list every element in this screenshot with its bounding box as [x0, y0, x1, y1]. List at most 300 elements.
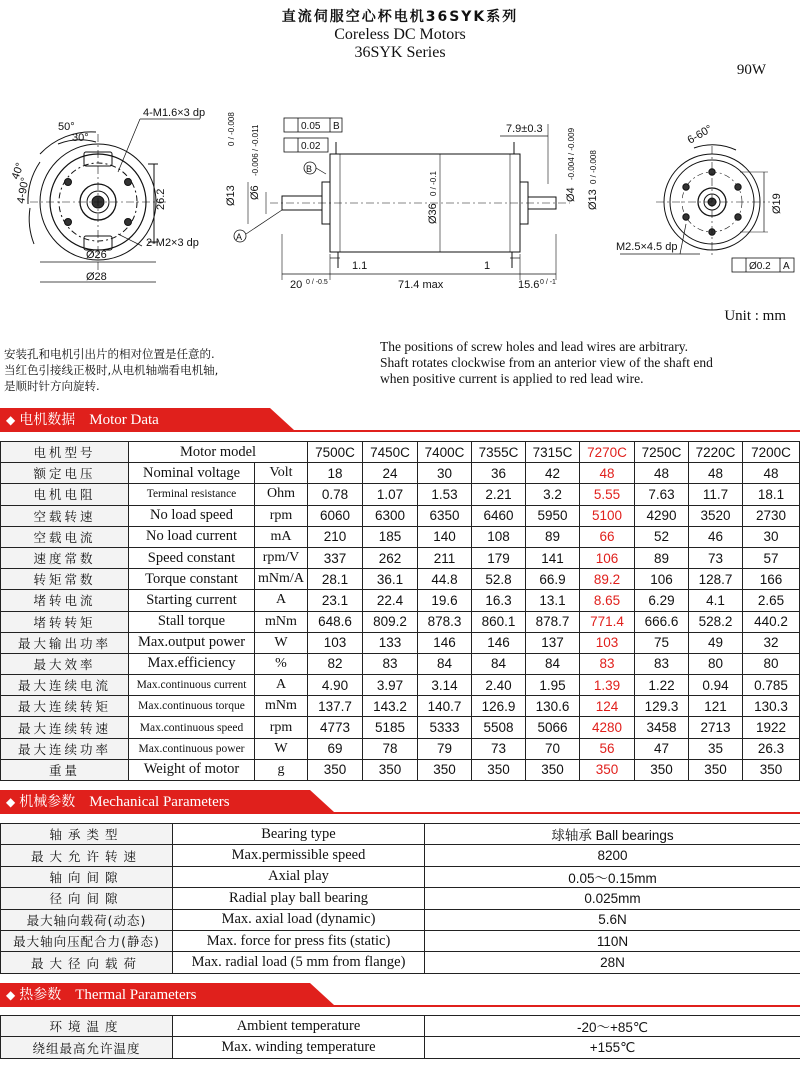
row-unit: rpm	[255, 505, 308, 526]
table-cell: 860.1	[472, 611, 526, 632]
note-chinese	[4, 346, 364, 394]
row-label-cn: 最大连续转速	[1, 717, 129, 738]
note-en-line-1: The positions of screw holes and lead wires are arbitrary.	[380, 339, 689, 354]
datum-a: A	[236, 232, 243, 242]
table-cell: 5950	[526, 505, 580, 526]
table-row	[1, 824, 800, 845]
table-row	[1, 484, 800, 505]
front-angle-40: 40°	[9, 161, 27, 182]
motor-data-table	[0, 441, 800, 781]
note-cn-line-3: 是顺时针方向旋转.	[4, 379, 100, 393]
side-dia-36: Ø36	[427, 203, 439, 224]
table-cell: 13.1	[526, 590, 580, 611]
table-cell: 2.21	[472, 484, 526, 505]
section-title-cn: 热参数	[19, 987, 62, 1003]
row-unit: %	[255, 653, 308, 674]
table-cell: 8.65	[580, 590, 635, 611]
rear-dia-19: Ø19	[771, 193, 783, 214]
table-cell: 36.1	[363, 569, 418, 590]
row-label-en: Stall torque	[129, 611, 255, 632]
table-cell: 5185	[363, 717, 418, 738]
row-label-cn: 电机型号	[1, 442, 129, 463]
table-row	[1, 888, 800, 909]
row-label-en: Starting current	[129, 590, 255, 611]
row-label-cn: 最大效率	[1, 653, 129, 674]
table-row	[1, 952, 800, 973]
table-cell: 5508	[472, 717, 526, 738]
table-cell: 126.9	[472, 696, 526, 717]
table-row	[1, 463, 800, 484]
table-row	[1, 569, 800, 590]
table-cell: 7500C	[308, 442, 363, 463]
table-cell: 70	[526, 738, 580, 759]
table-cell: 350	[363, 759, 418, 780]
side-dia-4-tol: -0.004 / -0.009	[567, 127, 576, 180]
table-cell: 106	[635, 569, 689, 590]
side-dia-13-left-tol: 0 / -0.008	[227, 112, 236, 146]
table-cell: 337	[308, 547, 363, 568]
table-cell: 75	[635, 632, 689, 653]
table-row	[1, 759, 800, 780]
table-cell: 137.7	[308, 696, 363, 717]
table-cell: 44.8	[418, 569, 472, 590]
side-view	[234, 118, 570, 280]
rear-screw: M2.5×4.5 dp	[616, 241, 678, 253]
table-cell: 19.6	[418, 590, 472, 611]
row-label-en: No load speed	[129, 505, 255, 526]
table-cell: 166	[743, 569, 800, 590]
table-cell: 7250C	[635, 442, 689, 463]
row-label-cn: 重量	[1, 759, 129, 780]
datum-b: B	[306, 164, 313, 174]
table-cell: 11.7	[689, 484, 743, 505]
side-dim-71-4: 71.4 max	[398, 279, 444, 291]
table-cell: 5333	[418, 717, 472, 738]
param-label-en: Max. winding temperature	[173, 1037, 425, 1058]
table-row	[1, 738, 800, 759]
side-dia-6-tol: -0.006 / -0.011	[251, 124, 260, 176]
table-cell: 350	[526, 759, 580, 780]
param-value: 0.025mm	[425, 888, 800, 909]
table-cell: 210	[308, 526, 363, 547]
table-cell: 49	[689, 632, 743, 653]
section-title-motor	[6, 409, 159, 429]
front-dim-26-2: 26.2	[155, 188, 167, 210]
table-cell: 2713	[689, 717, 743, 738]
rear-angle: 6-60°	[685, 122, 715, 147]
table-row	[1, 442, 800, 463]
param-value: 球轴承 Ball bearings	[425, 824, 800, 845]
perp-datum: B	[333, 121, 340, 132]
row-unit: Ohm	[255, 484, 308, 505]
table-cell: 4280	[580, 717, 635, 738]
table-cell: 121	[689, 696, 743, 717]
table-row	[1, 866, 800, 887]
table-cell: 16.3	[472, 590, 526, 611]
table-cell: 73	[689, 547, 743, 568]
table-row	[1, 653, 800, 674]
table-cell: 56	[580, 738, 635, 759]
row-label-cn: 堵转电流	[1, 590, 129, 611]
section-header-thermal	[0, 981, 800, 1007]
table-cell: 83	[580, 653, 635, 674]
table-cell: 47	[635, 738, 689, 759]
perp-tolerance: 0.05	[301, 121, 321, 132]
table-cell: 179	[472, 547, 526, 568]
side-dim-1-1: 1.1	[352, 260, 368, 272]
table-cell: 23.1	[308, 590, 363, 611]
param-label-cn: 绕组最高允许温度	[1, 1037, 173, 1058]
table-cell: 3.97	[363, 675, 418, 696]
table-cell: 42	[526, 463, 580, 484]
table-cell: 83	[635, 653, 689, 674]
table-cell: 7270C	[580, 442, 635, 463]
table-cell: 84	[472, 653, 526, 674]
table-cell: 35	[689, 738, 743, 759]
series-name: 36SYK Series	[354, 44, 446, 61]
table-cell: 262	[363, 547, 418, 568]
row-unit: rpm	[255, 717, 308, 738]
row-label-en: Max.efficiency	[129, 653, 255, 674]
table-cell: 809.2	[363, 611, 418, 632]
row-label-en: Max.continuous current	[129, 675, 255, 696]
table-cell: 48	[635, 463, 689, 484]
param-label-cn: 最大允许转速	[1, 845, 173, 866]
table-cell: 26.3	[743, 738, 800, 759]
row-unit: Volt	[255, 463, 308, 484]
table-cell: 146	[418, 632, 472, 653]
row-unit: mNm	[255, 696, 308, 717]
rear-position-tolerance: Ø0.2	[749, 261, 771, 272]
table-cell: 52	[635, 526, 689, 547]
table-cell: 3458	[635, 717, 689, 738]
table-cell: 6060	[308, 505, 363, 526]
front-angle-4-90: 4-90°	[15, 176, 32, 205]
side-dia-36-tol: 0 / -0.1	[429, 171, 438, 196]
table-cell: 4.1	[689, 590, 743, 611]
title-english: Coreless DC Motors	[334, 26, 466, 43]
table-cell: 36	[472, 463, 526, 484]
table-cell: 82	[308, 653, 363, 674]
table-cell: 79	[418, 738, 472, 759]
row-label-en: Torque constant	[129, 569, 255, 590]
table-cell: 1.39	[580, 675, 635, 696]
row-unit: mNm/A	[255, 569, 308, 590]
table-cell: 18	[308, 463, 363, 484]
title-block	[0, 6, 800, 62]
table-cell: 350	[472, 759, 526, 780]
param-value: +155℃	[425, 1037, 800, 1058]
table-cell: 7450C	[363, 442, 418, 463]
table-cell: 80	[689, 653, 743, 674]
table-cell: 6300	[363, 505, 418, 526]
table-cell: 140	[418, 526, 472, 547]
table-cell: 32	[743, 632, 800, 653]
row-label-cn: 速度常数	[1, 547, 129, 568]
table-cell: 141	[526, 547, 580, 568]
table-cell: 24	[363, 463, 418, 484]
table-row	[1, 590, 800, 611]
runout-tolerance: 0.02	[301, 141, 321, 152]
param-label-cn: 环境温度	[1, 1016, 173, 1037]
table-cell: 78	[363, 738, 418, 759]
table-cell: 3.14	[418, 675, 472, 696]
row-label-en: Weight of motor	[129, 759, 255, 780]
table-cell: 7220C	[689, 442, 743, 463]
table-cell: 1.07	[363, 484, 418, 505]
table-cell: 4.90	[308, 675, 363, 696]
table-cell: 1922	[743, 717, 800, 738]
note-cn-line-2: 当红色引接线正极时,从电机轴端看电机轴,	[4, 363, 219, 377]
note-cn-line-1: 安装孔和电机引出片的相对位置是任意的.	[4, 347, 215, 361]
table-row	[1, 526, 800, 547]
section-title-mechanical	[6, 791, 230, 811]
section-title-en: Thermal Parameters	[75, 987, 197, 1003]
table-cell: 130.3	[743, 696, 800, 717]
unit-label: Unit : mm	[724, 308, 786, 324]
param-value: 5.6N	[425, 909, 800, 930]
table-row	[1, 505, 800, 526]
table-cell: 133	[363, 632, 418, 653]
table-cell: 22.4	[363, 590, 418, 611]
table-row	[1, 675, 800, 696]
table-cell: 143.2	[363, 696, 418, 717]
table-cell: 7355C	[472, 442, 526, 463]
param-value: 0.05～0.15mm	[425, 866, 800, 887]
row-unit: mNm	[255, 611, 308, 632]
side-dia-4: Ø4	[565, 187, 577, 202]
table-row	[1, 547, 800, 568]
title-chinese: 直流伺服空心杯电机36SYK系列	[281, 9, 519, 25]
table-cell: 350	[308, 759, 363, 780]
row-unit: W	[255, 738, 308, 759]
param-label-cn: 最大轴向压配合力(静态)	[1, 930, 173, 951]
table-row	[1, 696, 800, 717]
row-unit: A	[255, 675, 308, 696]
row-unit: A	[255, 590, 308, 611]
param-value: 110N	[425, 930, 800, 951]
row-label-cn: 最大连续转矩	[1, 696, 129, 717]
table-cell: 108	[472, 526, 526, 547]
table-cell: 103	[308, 632, 363, 653]
side-dim-20-tol: 0 / -0.5	[306, 279, 328, 286]
param-label-en: Max.permissible speed	[173, 845, 425, 866]
table-cell: 89.2	[580, 569, 635, 590]
table-cell: 4290	[635, 505, 689, 526]
param-label-cn: 最大轴向载荷(动态)	[1, 909, 173, 930]
table-cell: 48	[689, 463, 743, 484]
param-value: 28N	[425, 952, 800, 973]
diamond-icon: ◆	[6, 795, 16, 809]
table-cell: 128.7	[689, 569, 743, 590]
table-cell: 30	[418, 463, 472, 484]
param-label-en: Radial play ball bearing	[173, 888, 425, 909]
table-cell: 106	[580, 547, 635, 568]
section-title-thermal	[6, 984, 196, 1004]
front-dia-28: Ø28	[86, 271, 107, 283]
table-cell: 83	[363, 653, 418, 674]
side-dia-6: Ø6	[249, 185, 261, 200]
technical-drawing	[0, 84, 800, 334]
param-label-en: Max. axial load (dynamic)	[173, 909, 425, 930]
table-cell: 528.2	[689, 611, 743, 632]
table-cell: 69	[308, 738, 363, 759]
section-title-en: Mechanical Parameters	[89, 794, 230, 810]
table-cell: 878.3	[418, 611, 472, 632]
note-en-line-2: Shaft rotates clockwise from an anterior view of the shaft end	[380, 355, 713, 370]
param-label-en: Ambient temperature	[173, 1016, 425, 1037]
table-cell: 48	[580, 463, 635, 484]
table-row	[1, 611, 800, 632]
row-label-en: Max.continuous torque	[129, 696, 255, 717]
row-unit: mA	[255, 526, 308, 547]
param-label-cn: 最大径向载荷	[1, 952, 173, 973]
table-cell: 84	[418, 653, 472, 674]
table-cell: 66	[580, 526, 635, 547]
row-label-en: Motor model	[129, 442, 308, 463]
param-label-cn: 轴向间隙	[1, 866, 173, 887]
table-cell: 3.2	[526, 484, 580, 505]
table-cell: 137	[526, 632, 580, 653]
param-label-en: Max. radial load (5 mm from flange)	[173, 952, 425, 973]
side-dim-15-6-tol: 0 / -1	[540, 279, 556, 286]
table-cell: 666.6	[635, 611, 689, 632]
table-cell: 2.40	[472, 675, 526, 696]
table-cell: 52.8	[472, 569, 526, 590]
row-label-cn: 最大输出功率	[1, 632, 129, 653]
front-screw-bottom: 2-M2×3 dp	[146, 237, 199, 249]
table-cell: 0.94	[689, 675, 743, 696]
row-label-en: No load current	[129, 526, 255, 547]
table-cell: 130.6	[526, 696, 580, 717]
param-value: 8200	[425, 845, 800, 866]
table-cell: 28.1	[308, 569, 363, 590]
table-cell: 7315C	[526, 442, 580, 463]
side-dia-13-right: Ø13	[587, 189, 599, 210]
note-en-line-3: when positive current is applied to red lead wire.	[380, 371, 644, 386]
front-view	[28, 119, 200, 282]
row-label-cn: 堵转转矩	[1, 611, 129, 632]
row-unit: rpm/V	[255, 547, 308, 568]
table-cell: 5066	[526, 717, 580, 738]
table-cell: 7400C	[418, 442, 472, 463]
table-cell: 30	[743, 526, 800, 547]
table-cell: 350	[635, 759, 689, 780]
front-dia-26: Ø26	[86, 249, 107, 261]
thermal-table	[0, 1015, 800, 1059]
table-row	[1, 717, 800, 738]
table-cell: 771.4	[580, 611, 635, 632]
table-cell: 6.29	[635, 590, 689, 611]
note-english	[380, 339, 800, 387]
row-label-en: Speed constant	[129, 547, 255, 568]
side-dia-13-right-tol: 0 / -0.008	[589, 150, 598, 184]
param-label-cn: 径向间隙	[1, 888, 173, 909]
table-row	[1, 1016, 800, 1037]
table-cell: 46	[689, 526, 743, 547]
row-label-cn: 转矩常数	[1, 569, 129, 590]
table-cell: 129.3	[635, 696, 689, 717]
table-cell: 2730	[743, 505, 800, 526]
front-angle-30: 30°	[72, 132, 89, 144]
table-cell: 350	[580, 759, 635, 780]
table-row	[1, 845, 800, 866]
table-cell: 89	[526, 526, 580, 547]
table-row	[1, 1037, 800, 1058]
row-label-cn: 额定电压	[1, 463, 129, 484]
mechanical-table	[0, 823, 800, 974]
table-cell: 350	[689, 759, 743, 780]
table-cell: 7200C	[743, 442, 800, 463]
table-cell: 5100	[580, 505, 635, 526]
table-cell: 440.2	[743, 611, 800, 632]
section-header-motor-data	[0, 406, 800, 432]
param-label-en: Bearing type	[173, 824, 425, 845]
table-cell: 4773	[308, 717, 363, 738]
param-label-en: Axial play	[173, 866, 425, 887]
table-cell: 648.6	[308, 611, 363, 632]
table-cell: 1.53	[418, 484, 472, 505]
section-title-cn: 电机数据	[19, 412, 76, 428]
row-label-cn: 最大连续功率	[1, 738, 129, 759]
table-cell: 878.7	[526, 611, 580, 632]
rear-datum: A	[783, 261, 790, 272]
param-label-en: Max. force for press fits (static)	[173, 930, 425, 951]
side-dia-13-left: Ø13	[225, 185, 237, 206]
row-label-cn: 最大连续电流	[1, 675, 129, 696]
row-label-cn: 空载转速	[1, 505, 129, 526]
side-dim-1: 1	[484, 260, 491, 272]
param-label-cn: 轴承类型	[1, 824, 173, 845]
row-label-en: Terminal resistance	[129, 484, 255, 505]
row-label-en: Max.continuous speed	[129, 717, 255, 738]
table-cell: 18.1	[743, 484, 800, 505]
section-title-cn: 机械参数	[19, 794, 76, 810]
table-cell: 5.55	[580, 484, 635, 505]
table-cell: 80	[743, 653, 800, 674]
table-row	[1, 632, 800, 653]
table-cell: 1.95	[526, 675, 580, 696]
table-cell: 6350	[418, 505, 472, 526]
side-dim-15-6: 15.6	[518, 279, 540, 291]
table-cell: 57	[743, 547, 800, 568]
row-label-cn: 空载电流	[1, 526, 129, 547]
table-row	[1, 930, 800, 951]
table-cell: 140.7	[418, 696, 472, 717]
table-cell: 185	[363, 526, 418, 547]
row-unit: g	[255, 759, 308, 780]
table-cell: 350	[418, 759, 472, 780]
table-cell: 2.65	[743, 590, 800, 611]
table-cell: 0.78	[308, 484, 363, 505]
row-label-en: Nominal voltage	[129, 463, 255, 484]
side-dim-20: 20	[290, 279, 303, 291]
table-cell: 146	[472, 632, 526, 653]
diamond-icon: ◆	[6, 988, 16, 1002]
row-label-cn: 电机电阻	[1, 484, 129, 505]
row-label-en: Max.output power	[129, 632, 255, 653]
table-cell: 350	[743, 759, 800, 780]
front-screw-top: 4-M1.6×3 dp	[143, 107, 206, 119]
row-label-en: Max.continuous power	[129, 738, 255, 759]
table-row	[1, 909, 800, 930]
table-cell: 1.22	[635, 675, 689, 696]
table-cell: 66.9	[526, 569, 580, 590]
param-value: -20～+85℃	[425, 1016, 800, 1037]
table-cell: 0.785	[743, 675, 800, 696]
table-cell: 73	[472, 738, 526, 759]
power-rating: 90W	[736, 62, 766, 78]
